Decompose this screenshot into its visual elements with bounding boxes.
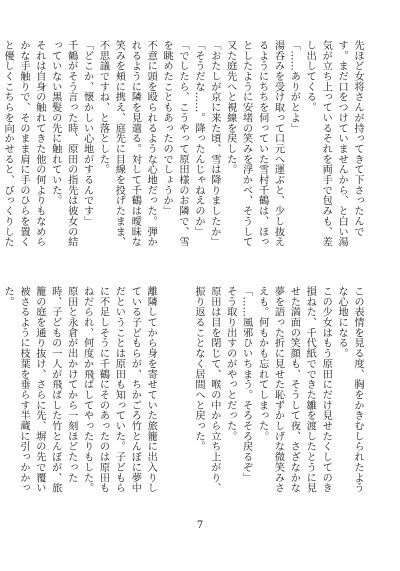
lower-text-block: この表情を見る度、胸をかきむしられたような心地になる。 この少女はもう原田にだけ見せたくしてのき損ねた、千代紙でできた雛を渡したとうに見せた満面の笑顔も、そうして夜、さざなかな夢を語った折に見せた恥ずかしげな微笑みさえも。何もかも忘れてしまった。 「……風邪ひいちまう。そろそろ戻るぞ」 そう取り出すのがやっとだった。 原田は目を閉じて、喉の中から立ち上がり、振り返ることなく居間へと戻った。 離隣してから身を寄せていた旅籠に出入りしている子どもらが、ちかごろ竹とんぼに夢中だということは原田も知っていた。子どもらに不足しそうに千鶴にそのあったのは原田もねだられ、何度か飛ばしてやったりもした。 原田と永倉が出かけてから一刻ほどたった時、子どもの一人が飛ばした竹とんぼが、旅籠の庭を通り抜け、さらに先、塀の先で覆い被さるように枝葉を垂らす半蔵に引っかかった。 (2, 286, 363, 493)
upper-text-block: 先ほど女将さんが持ってきて下さったんです。まだ口をつけていませんから、と白い湯気が立ち上っているそれを両手で包みも、差し出してくる。 「……ありがとよ」 湯呑みを受け取って口元へ運ぶと、少し抜えるようにちちを伺っていた雪村千鶴は、ほっとしたように安堵の笑みを浮かべ、そうして又た庭先へと視線を戻した。 「おたしが京に来た頃、雪は降りましたか」 「そうだな……。降ったんじゃねえのか」 「でしたら、こうやって原田様のお隣で、雪を眺めたこともあったのでしょうか」 不意に頭を殴られるような心地だった。弾かれるように隣を見遣る。対して千鶴は曖昧な笑みを頬に携え、庭先に目線を投げたまま、不思議ですね、と落とした。 「どこか、懐かしい心地がするんです」 千鶴がそう言った時、原田の指先は彼女の結っていない黒髪の先に触れていた。 それは自身の触れてきた他の何よりもなめらかな手触りで、そのまま肩に手のひらを置くと優しくこちらを向かせると、びっくりした (2, 40, 363, 247)
page-number: 7 (196, 520, 204, 531)
